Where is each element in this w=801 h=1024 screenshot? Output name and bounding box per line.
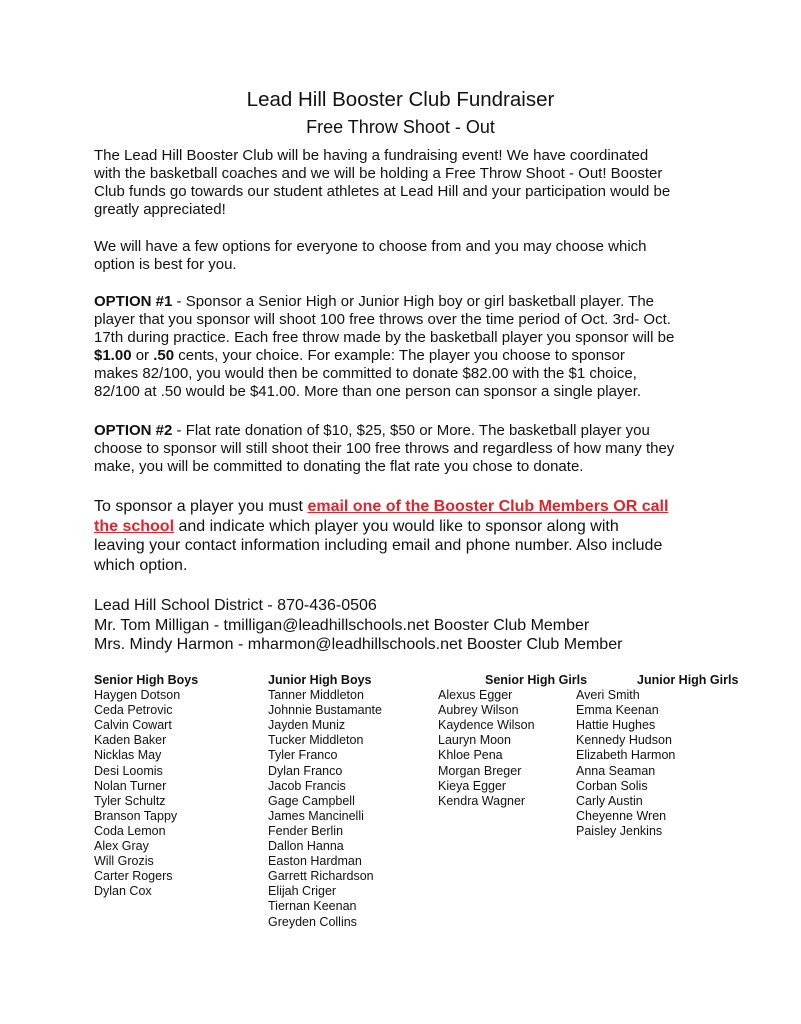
option1-line (94, 293, 734, 311)
intro-line: with the basketball coaches and we will be holding a Free Throw Shoot - Out! Booster (94, 165, 663, 182)
option1-paragraph (94, 293, 734, 401)
roster-header: Senior High Girls (485, 673, 588, 687)
option1-text: - Sponsor a Senior High or Junior High boy or girl basketball player. The (172, 293, 654, 310)
player-name: Jayden Muniz (268, 718, 346, 733)
player-name: Corban Solis (576, 778, 648, 793)
player-name: Alexus Egger (438, 688, 513, 703)
player-name: Tucker Middleton (268, 733, 364, 748)
player-name: Cheyenne Wren (576, 808, 667, 823)
option1-amount-dollar: $1.00 (94, 347, 132, 364)
intro-paragraph (94, 147, 734, 219)
player-name: Alex Gray (94, 839, 149, 854)
player-name: Coda Lemon (94, 823, 166, 838)
player-name: Averi Smith (576, 688, 640, 703)
sponsor-line (94, 517, 734, 537)
player-name: Carter Rogers (94, 869, 173, 884)
player-name: Elijah Criger (268, 884, 337, 899)
intro-line: greatly appreciated! (94, 201, 226, 218)
player-name: Kaden Baker (94, 733, 167, 748)
player-name: Gage Campbell (268, 793, 355, 808)
player-name: Lauryn Moon (438, 733, 511, 748)
player-name: Nicklas May (94, 748, 162, 763)
player-name: Kennedy Hudson (576, 733, 672, 748)
option1-amount-cents: .50 (153, 347, 175, 364)
player-name: Kieya Egger (438, 778, 507, 793)
roster-junior-boys (268, 673, 382, 930)
player-name: Jacob Francis (268, 778, 346, 793)
player-name: Garrett Richardson (268, 869, 374, 884)
option2-text: - Flat rate donation of $10, $25, $50 or More. The basketball player you (172, 422, 650, 439)
option2-line: make, you will be committed to donating the flat rate you chose to donate. (94, 458, 584, 475)
player-name: Aubrey Wilson (438, 703, 519, 718)
player-name: Branson Tappy (94, 808, 178, 823)
intro-line: Club funds go towards our student athletes at Lead Hill and your participation would be (94, 183, 671, 200)
roster-senior-girls (438, 673, 587, 809)
roster-senior-boys (94, 673, 198, 899)
player-name: Tyler Franco (268, 748, 338, 763)
player-name: Desi Loomis (94, 763, 163, 778)
player-name: Anna Seaman (576, 763, 656, 778)
player-name: Fender Berlin (268, 823, 344, 838)
player-name: Greyden Collins (268, 914, 357, 929)
page-subtitle: Free Throw Shoot - Out (306, 117, 495, 137)
player-name: Khloe Pena (438, 748, 503, 763)
player-name: Tyler Schultz (94, 793, 166, 808)
player-name: Tiernan Keenan (268, 899, 357, 914)
player-name: Will Grozis (94, 854, 154, 869)
option2-label: OPTION #2 (94, 422, 173, 439)
contact-line-milligan: Mr. Tom Milligan - tmilligan@leadhillschools.net Booster Club Member (94, 616, 590, 634)
player-name: Nolan Turner (94, 778, 167, 793)
contacts-block (94, 596, 734, 655)
option1-or: or (131, 347, 154, 364)
player-name: Tanner Middleton (268, 688, 364, 703)
roster-header: Junior High Boys (268, 673, 372, 687)
player-name: James Mancinelli (268, 808, 364, 823)
option1-line (94, 347, 734, 365)
roster-header: Senior High Boys (94, 673, 199, 687)
player-name: Elizabeth Harmon (576, 748, 676, 763)
option1-label: OPTION #1 (94, 293, 173, 310)
player-name: Morgan Breger (438, 763, 522, 778)
roster-header: Junior High Girls (637, 673, 739, 687)
roster-junior-girls (576, 673, 738, 839)
sponsor-line: which option. (94, 556, 188, 574)
player-name: Haygen Dotson (94, 688, 181, 703)
player-name: Johnnie Bustamante (268, 703, 382, 718)
options-intro-paragraph (94, 238, 734, 274)
player-name: Easton Hardman (268, 854, 362, 869)
sponsor-paragraph (94, 497, 734, 575)
player-name: Dallon Hanna (268, 839, 344, 854)
option2-line: choose to sponsor will still shoot their 100 free throws and regardless of how many they (94, 440, 675, 457)
player-name: Paisley Jenkins (576, 823, 663, 838)
option1-line: player that you sponsor will shoot 100 free throws over the time period of Oct. 3rd- Oct. (94, 311, 671, 328)
player-name: Hattie Hughes (576, 718, 656, 733)
player-name: Kendra Wagner (438, 793, 526, 808)
option1-line: 82/100 at .50 would be $41.00. More than one person can sponsor a single player. (94, 383, 642, 400)
player-name: Dylan Franco (268, 763, 343, 778)
player-name: Carly Austin (576, 793, 643, 808)
contact-link-school[interactable]: the school (94, 517, 175, 535)
sponsor-line: leaving your contact information including email and phone number. Also include (94, 537, 663, 555)
player-name: Emma Keenan (576, 703, 659, 718)
contact-line-district: Lead Hill School District - 870-436-0506 (94, 597, 377, 614)
options-intro-line: option is best for you. (94, 256, 237, 273)
contact-link[interactable]: email one of the Booster Club Members OR call (307, 498, 669, 515)
player-name: Dylan Cox (94, 884, 152, 899)
intro-line: The Lead Hill Booster Club will be having a fundraising event! We have coordinated (94, 147, 649, 164)
options-intro-line: We will have a few options for everyone to choose from and you may choose which (94, 238, 647, 255)
contact-line-harmon: Mrs. Mindy Harmon - mharmon@leadhillschools.net Booster Club Member (94, 636, 623, 654)
player-name: Kaydence Wilson (438, 718, 535, 733)
sponsor-prefix: To sponsor a player you must (94, 498, 308, 515)
player-name: Ceda Petrovic (94, 703, 173, 718)
sponsor-text: and indicate which player you would like to sponsor along with (174, 517, 619, 535)
option1-text: cents, your choice. For example: The player you choose to sponsor (174, 347, 625, 364)
option2-line (94, 422, 734, 440)
player-name: Calvin Cowart (94, 718, 172, 733)
sponsor-line (94, 497, 734, 517)
option1-line: 17th during practice. Each free throw made by the basketball player you sponsor will be (94, 329, 675, 346)
option2-paragraph (94, 422, 734, 476)
page-title: Lead Hill Booster Club Fundraiser (246, 88, 555, 111)
option1-line: makes 82/100, you would then be committed to donate $82.00 with the $1 choice, (94, 365, 637, 382)
